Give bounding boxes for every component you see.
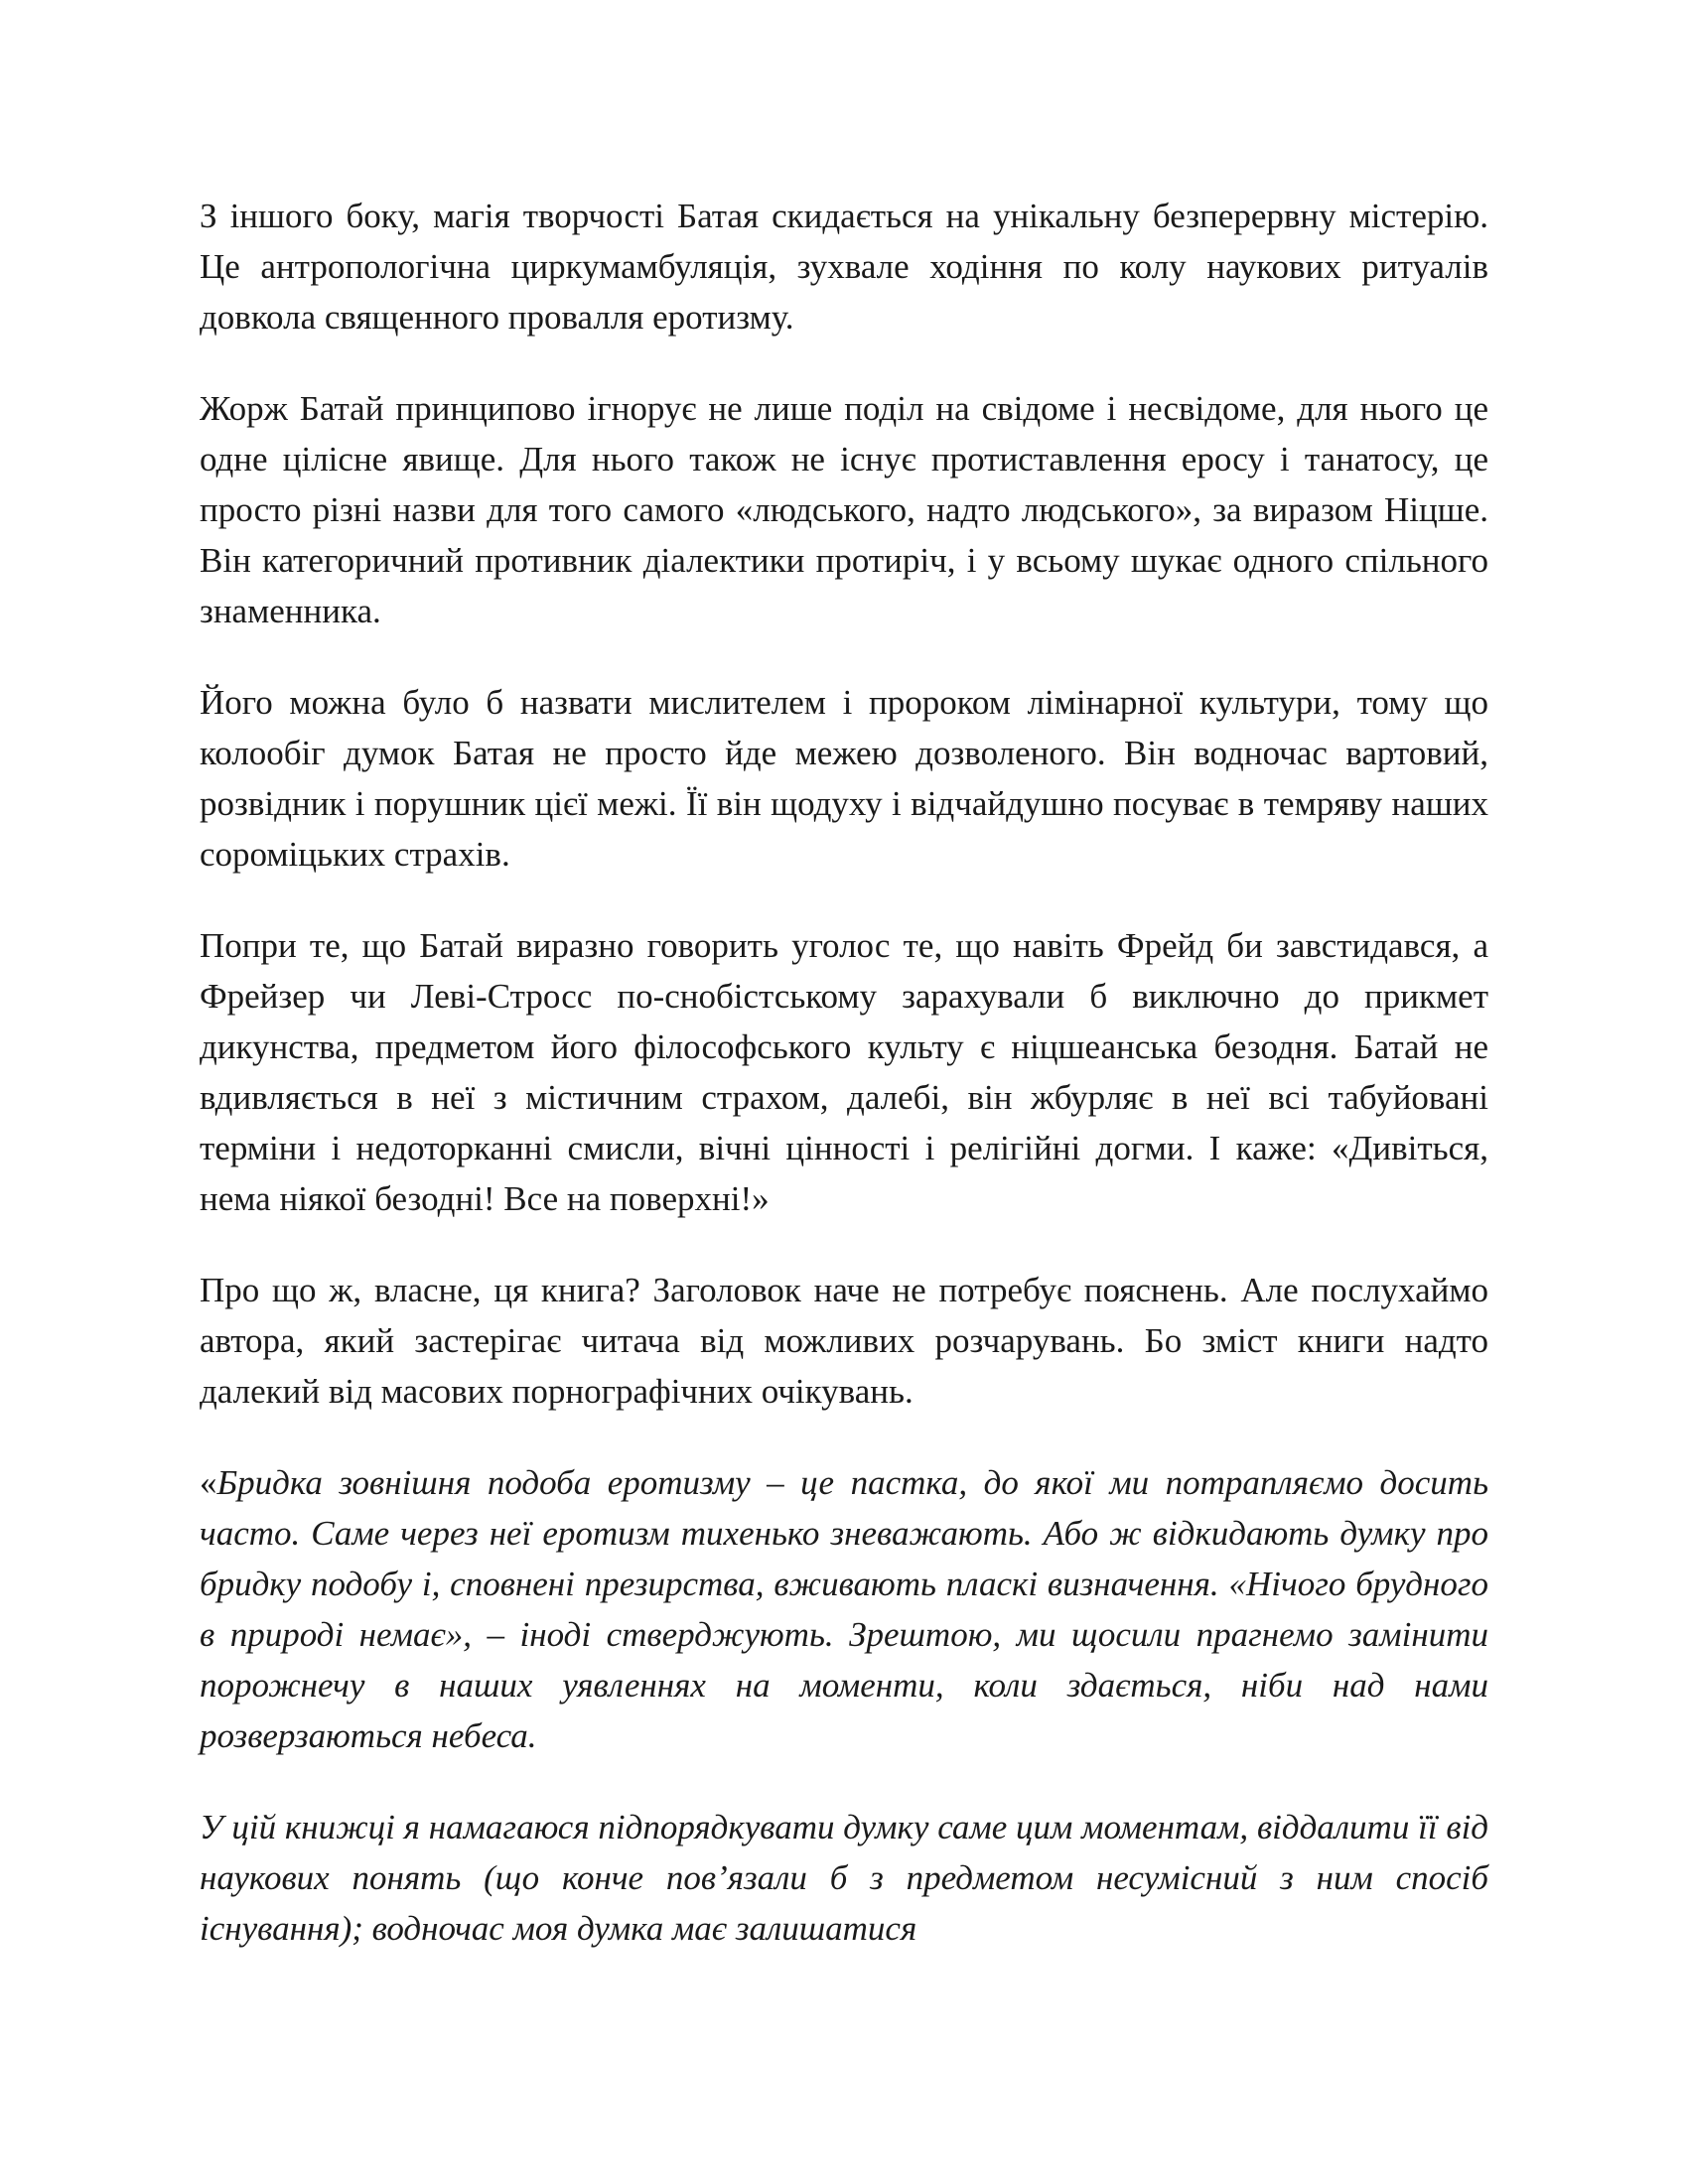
quote-paragraph-2: У цій книжці я намагаюся підпорядкувати думку саме цим моментам, віддалити її від наукових понять (що конче пов’язали б з предметом несумісний з ним спосіб існування); водночас моя думка має залишатися: [200, 1808, 1488, 1948]
quote-paragraph-1: [200, 1457, 1488, 1761]
document-body: [200, 191, 1488, 1994]
paragraph-3: Його можна було б назвати мислителем і пророком лімінарної культури, тому що колообіг думок Батая не просто йде межею дозволеного. Він водночас вартовий, розвідник і порушник цієї межі. Її він щодуху і відчайдушно посуває в темряву наших сороміцьких страхів.: [200, 683, 1488, 874]
quote-open-mark: «: [200, 1463, 217, 1502]
paragraph-5: Про що ж, власне, ця книга? Заголовок наче не потребує пояснень. Але послухаймо автора, який застерігає читача від можливих розчарувань. Бо зміст книги надто далекий від масових порнографічних очікувань.: [200, 1271, 1488, 1411]
paragraph-4: Попри те, що Батай виразно говорить уголос те, що навіть Фрейд би завстидався, а Фрейзер чи Леві-Стросс по-снобістському зарахували б виключно до прикмет дикунства, предметом його філософського культу є ніцшеанська безодня. Батай не вдивляється в неї з містичним страхом, далебі, він жбурляє в неї всі табуйовані терміни і недоторканні смисли, вічні цінності і релігійні догми. І каже: «Дивіться, нема ніякої безодні! Все на поверхні!»: [200, 926, 1488, 1218]
quote-text-1: Бридка зовнішня подоба еротизму – це пастка, до якої ми потрапляємо досить часто. Саме через неї еротизм тихенько зневажають. Або ж відкидають думку про бридку подобу і, сповнені презирства, вживають пласкі визначення. «Нічого брудного в природі немає», – іноді стверджують. Зрештою, ми щосили прагнемо замінити порожнечу в наших уявленнях на моменти, коли здається, ніби над нами розверзаються небеса.: [200, 1463, 1488, 1755]
paragraph-2: Жорж Батай принципово ігнорує не лише поділ на свідоме і несвідоме, для нього це одне цілісне явище. Для нього також не існує протиставлення еросу і танатосу, це просто різні назви для того самого «людського, надто людського», за виразом Ніцше. Він категоричний противник діалектики протиріч, і у всьому шукає одного спільного знаменника.: [200, 389, 1488, 630]
paragraph-1: З іншого боку, магія творчості Батая скидається на унікальну безперервну містерію. Це антропологічна циркумамбуляція, зухвале ходіння по колу наукових ритуалів довкола священного провалля еротизму.: [200, 197, 1488, 337]
